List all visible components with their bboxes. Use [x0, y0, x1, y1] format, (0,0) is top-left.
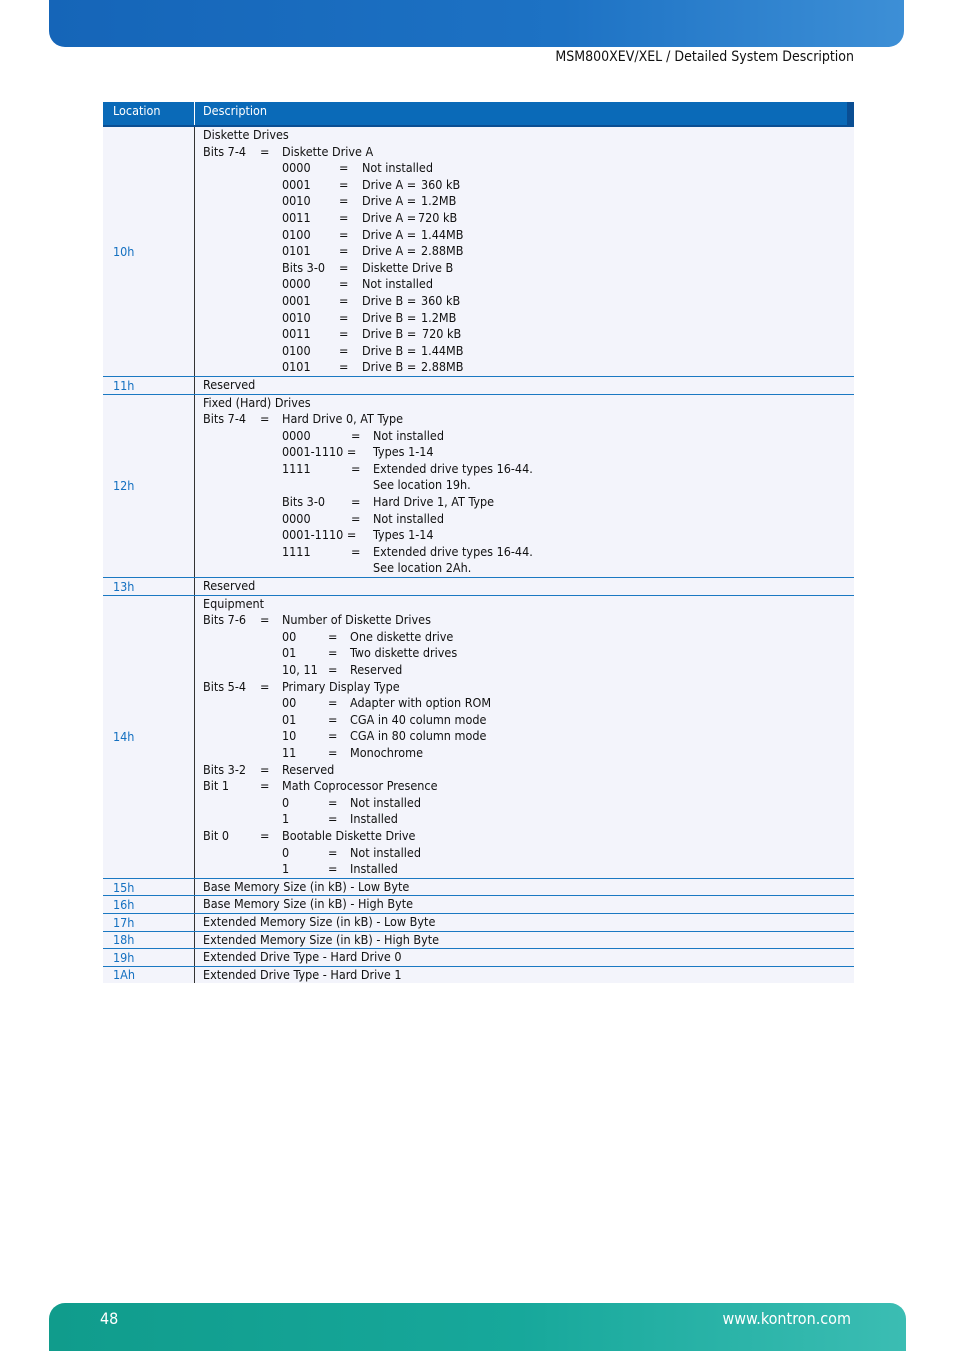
table-row	[103, 395, 854, 579]
description-text: 00	[282, 695, 297, 711]
description-text: Drive A =	[362, 209, 417, 225]
description-line	[203, 411, 854, 428]
description-line	[203, 662, 854, 679]
description-text: Adapter with option ROM	[350, 695, 492, 711]
description-text: =	[339, 276, 349, 292]
description-text: Bits 3-0	[282, 259, 326, 275]
header-banner	[49, 0, 904, 47]
description-text: =	[339, 243, 349, 259]
location-cell: 12h	[103, 395, 195, 578]
description-text: 1111	[282, 543, 311, 559]
description-text: =	[339, 160, 349, 176]
page-number: 48	[100, 1309, 119, 1328]
description-text: =	[339, 209, 349, 225]
location-cell: 14h	[103, 596, 195, 878]
description-text: See location 19h.	[373, 477, 471, 493]
description-line	[203, 377, 854, 394]
description-text: CGA in 80 column mode	[350, 728, 487, 744]
description-text: Diskette Drives	[203, 127, 289, 142]
description-line	[203, 343, 854, 360]
description-line	[203, 494, 854, 511]
description-text: =	[260, 678, 270, 694]
description-text: Hard Drive 1, AT Type	[373, 494, 495, 510]
description-cell	[195, 578, 854, 595]
description-text: Drive B =	[362, 359, 417, 375]
description-text: 0001-1110 =	[282, 527, 357, 543]
description-text: Not installed	[362, 160, 433, 176]
description-text: Base Memory Size (in kB) - High Byte	[203, 896, 414, 912]
description-text: 720 kB	[418, 209, 458, 225]
description-line	[203, 276, 854, 293]
description-line	[203, 544, 854, 561]
description-text: 0011	[282, 326, 311, 342]
description-text: =	[339, 292, 349, 308]
description-line	[203, 326, 854, 343]
description-line	[203, 645, 854, 662]
description-text: 0101	[282, 359, 311, 375]
description-cell	[195, 377, 854, 394]
description-text: 360 kB	[421, 176, 461, 192]
description-cell	[195, 967, 854, 984]
table-row	[103, 932, 854, 950]
description-cell	[195, 395, 854, 578]
description-line	[203, 629, 854, 646]
description-text: Reserved	[203, 376, 256, 392]
column-header-description: Description	[203, 103, 268, 118]
description-text: =	[260, 827, 270, 843]
description-text: Bits 5-4	[203, 678, 247, 694]
description-text: =	[260, 411, 270, 427]
location-cell: 11h	[103, 377, 195, 394]
description-text: Bit 0	[203, 827, 229, 843]
description-text: 0000	[282, 276, 311, 292]
description-text: Fixed (Hard) Drives	[203, 394, 311, 410]
description-text: Extended Memory Size (in kB) - High Byte	[203, 931, 440, 947]
description-text: 0101	[282, 243, 311, 259]
description-text: =	[339, 226, 349, 242]
description-text: Bits 3-0	[282, 494, 326, 510]
description-text: Drive B =	[362, 292, 417, 308]
description-text: Bits 7-4	[203, 411, 247, 427]
description-cell	[195, 879, 854, 896]
description-line	[203, 127, 854, 144]
description-text: 0000	[282, 160, 311, 176]
description-line	[203, 879, 854, 896]
description-text: Drive B =	[362, 326, 417, 342]
description-text: 10	[282, 728, 297, 744]
description-line	[203, 712, 854, 729]
description-line	[203, 612, 854, 629]
description-text: Bits 7-6	[203, 612, 247, 628]
description-text: Reserved	[203, 578, 256, 594]
description-text: Not installed	[373, 510, 444, 526]
table-row	[103, 896, 854, 914]
description-line	[203, 949, 854, 966]
description-line	[203, 527, 854, 544]
description-text: =	[328, 811, 338, 827]
description-text: 01	[282, 711, 297, 727]
description-text: Drive A =	[362, 176, 417, 192]
description-text: 0000	[282, 427, 311, 443]
location-cell: 1Ah	[103, 967, 195, 984]
description-text: Monochrome	[350, 744, 424, 760]
description-text: 1.2MB	[421, 309, 457, 325]
description-text: 1	[282, 811, 290, 827]
description-text: =	[339, 342, 349, 358]
description-line	[203, 695, 854, 712]
description-text: Diskette Drive B	[362, 259, 454, 275]
description-line	[203, 243, 854, 260]
description-text: One diskette drive	[350, 628, 454, 644]
description-line	[203, 596, 854, 613]
description-text: 1.44MB	[421, 342, 464, 358]
footer-url: www.kontron.com	[722, 1309, 851, 1328]
description-text: 1111	[282, 460, 311, 476]
description-text: Primary Display Type	[282, 678, 400, 694]
description-text: Bit 1	[203, 778, 229, 794]
description-line	[203, 461, 854, 478]
description-text: =	[339, 359, 349, 375]
description-cell	[195, 949, 854, 966]
description-text: =	[351, 427, 361, 443]
description-text: Two diskette drives	[350, 645, 458, 661]
location-cell: 10h	[103, 127, 195, 376]
description-text: Drive B =	[362, 342, 417, 358]
description-text: =	[339, 176, 349, 192]
description-text: Types 1-14	[373, 527, 434, 543]
description-text: Number of Diskette Drives	[282, 612, 431, 628]
description-line	[203, 679, 854, 696]
description-line	[203, 828, 854, 845]
description-text: =	[328, 628, 338, 644]
description-text: =	[328, 728, 338, 744]
description-text: =	[351, 494, 361, 510]
description-text: Bootable Diskette Drive	[282, 827, 416, 843]
description-text: 0001	[282, 176, 311, 192]
description-line	[203, 395, 854, 412]
description-line	[203, 210, 854, 227]
description-line	[203, 511, 854, 528]
description-text: =	[351, 543, 361, 559]
description-line	[203, 359, 854, 376]
description-text: Equipment	[203, 595, 265, 611]
description-line	[203, 444, 854, 461]
description-text: Drive A =	[362, 193, 417, 209]
description-text: =	[339, 309, 349, 325]
description-text: Extended drive types 16-44.	[373, 460, 533, 476]
location-cell: 16h	[103, 896, 195, 913]
description-text: =	[339, 326, 349, 342]
description-text: See location 2Ah.	[373, 560, 472, 576]
location-cell: 19h	[103, 949, 195, 966]
description-line	[203, 914, 854, 931]
description-cell	[195, 127, 854, 376]
description-text: 0011	[282, 209, 311, 225]
location-cell: 17h	[103, 914, 195, 931]
description-cell	[195, 932, 854, 949]
table-row	[103, 967, 854, 984]
description-text: Base Memory Size (in kB) - Low Byte	[203, 878, 410, 894]
description-line	[203, 293, 854, 310]
description-line	[203, 728, 854, 745]
description-text: Extended Drive Type - Hard Drive 1	[203, 966, 402, 982]
description-text: Installed	[350, 861, 398, 877]
description-text: Not installed	[350, 794, 421, 810]
description-cell	[195, 914, 854, 931]
description-text: Not installed	[373, 427, 444, 443]
document-title: MSM800XEV/XEL / Detailed System Description	[555, 49, 854, 65]
table-header	[103, 102, 854, 127]
description-line	[203, 762, 854, 779]
description-text: 360 kB	[421, 292, 461, 308]
description-text: Bits 3-2	[203, 761, 247, 777]
description-text: Not installed	[362, 276, 433, 292]
table-row	[103, 596, 854, 879]
description-text: 1.44MB	[421, 226, 464, 242]
table-row	[103, 377, 854, 395]
description-text: Hard Drive 0, AT Type	[282, 411, 404, 427]
description-text: CGA in 40 column mode	[350, 711, 487, 727]
description-text: 0100	[282, 226, 311, 242]
description-text: =	[328, 645, 338, 661]
description-line	[203, 967, 854, 984]
description-text: =	[351, 460, 361, 476]
description-text: 2.88MB	[421, 243, 464, 259]
description-text: =	[328, 861, 338, 877]
description-line	[203, 560, 854, 577]
description-text: 01	[282, 645, 297, 661]
description-text: 1	[282, 861, 290, 877]
description-line	[203, 932, 854, 949]
table-row	[103, 949, 854, 967]
description-text: Bits 7-4	[203, 143, 247, 159]
description-text: Drive A =	[362, 243, 417, 259]
description-text: Types 1-14	[373, 444, 434, 460]
description-line	[203, 227, 854, 244]
description-text: 2.88MB	[421, 359, 464, 375]
description-line	[203, 193, 854, 210]
description-text: Drive A =	[362, 226, 417, 242]
table-body	[103, 127, 854, 983]
description-text: 0100	[282, 342, 311, 358]
location-cell: 18h	[103, 932, 195, 949]
description-line	[203, 778, 854, 795]
description-text: 0010	[282, 309, 311, 325]
description-text: =	[328, 711, 338, 727]
description-line	[203, 260, 854, 277]
description-text: =	[351, 510, 361, 526]
description-text: 0001	[282, 292, 311, 308]
description-text: Diskette Drive A	[282, 143, 374, 159]
description-line	[203, 578, 854, 595]
description-line	[203, 428, 854, 445]
description-text: 0000	[282, 510, 311, 526]
description-line	[203, 477, 854, 494]
description-text: 00	[282, 628, 297, 644]
description-text: =	[328, 662, 338, 677]
description-text: Reserved	[282, 761, 335, 777]
description-line	[203, 845, 854, 862]
description-text: =	[260, 612, 270, 628]
location-cell: 15h	[103, 879, 195, 896]
description-text: Extended drive types 16-44.	[373, 543, 533, 559]
description-line	[203, 745, 854, 762]
description-text: Reserved	[350, 662, 403, 677]
description-text: =	[328, 695, 338, 711]
description-text: Math Coprocessor Presence	[282, 778, 438, 794]
description-text: 0001-1110 =	[282, 444, 357, 460]
description-text: =	[339, 193, 349, 209]
description-text: 0010	[282, 193, 311, 209]
table-row	[103, 578, 854, 596]
description-text: 10, 11	[282, 662, 318, 677]
description-cell	[195, 896, 854, 913]
description-text: =	[260, 761, 270, 777]
description-text: 0	[282, 794, 290, 810]
description-text: Extended Drive Type - Hard Drive 0	[203, 949, 402, 965]
description-line	[203, 310, 854, 327]
description-line	[203, 144, 854, 161]
cmos-location-table	[103, 102, 854, 983]
table-row	[103, 914, 854, 932]
description-text: =	[339, 259, 349, 275]
description-line	[203, 896, 854, 913]
description-text: =	[328, 794, 338, 810]
description-text: =	[260, 143, 270, 159]
location-cell: 13h	[103, 578, 195, 595]
table-row	[103, 127, 854, 377]
description-text: Installed	[350, 811, 398, 827]
description-text: =	[328, 744, 338, 760]
description-line	[203, 160, 854, 177]
description-text: 1.2MB	[421, 193, 457, 209]
description-text: Drive B =	[362, 309, 417, 325]
description-text: 720 kB	[422, 326, 462, 342]
description-line	[203, 177, 854, 194]
description-line	[203, 795, 854, 812]
description-text: 0	[282, 844, 290, 860]
description-text: Not installed	[350, 844, 421, 860]
description-cell	[195, 596, 854, 878]
description-text: Extended Memory Size (in kB) - Low Byte	[203, 913, 436, 929]
description-line	[203, 861, 854, 878]
description-text: 11	[282, 744, 297, 760]
table-row	[103, 879, 854, 897]
column-header-location: Location	[103, 102, 195, 125]
description-line	[203, 811, 854, 828]
description-text: =	[328, 844, 338, 860]
description-text: =	[260, 778, 270, 794]
